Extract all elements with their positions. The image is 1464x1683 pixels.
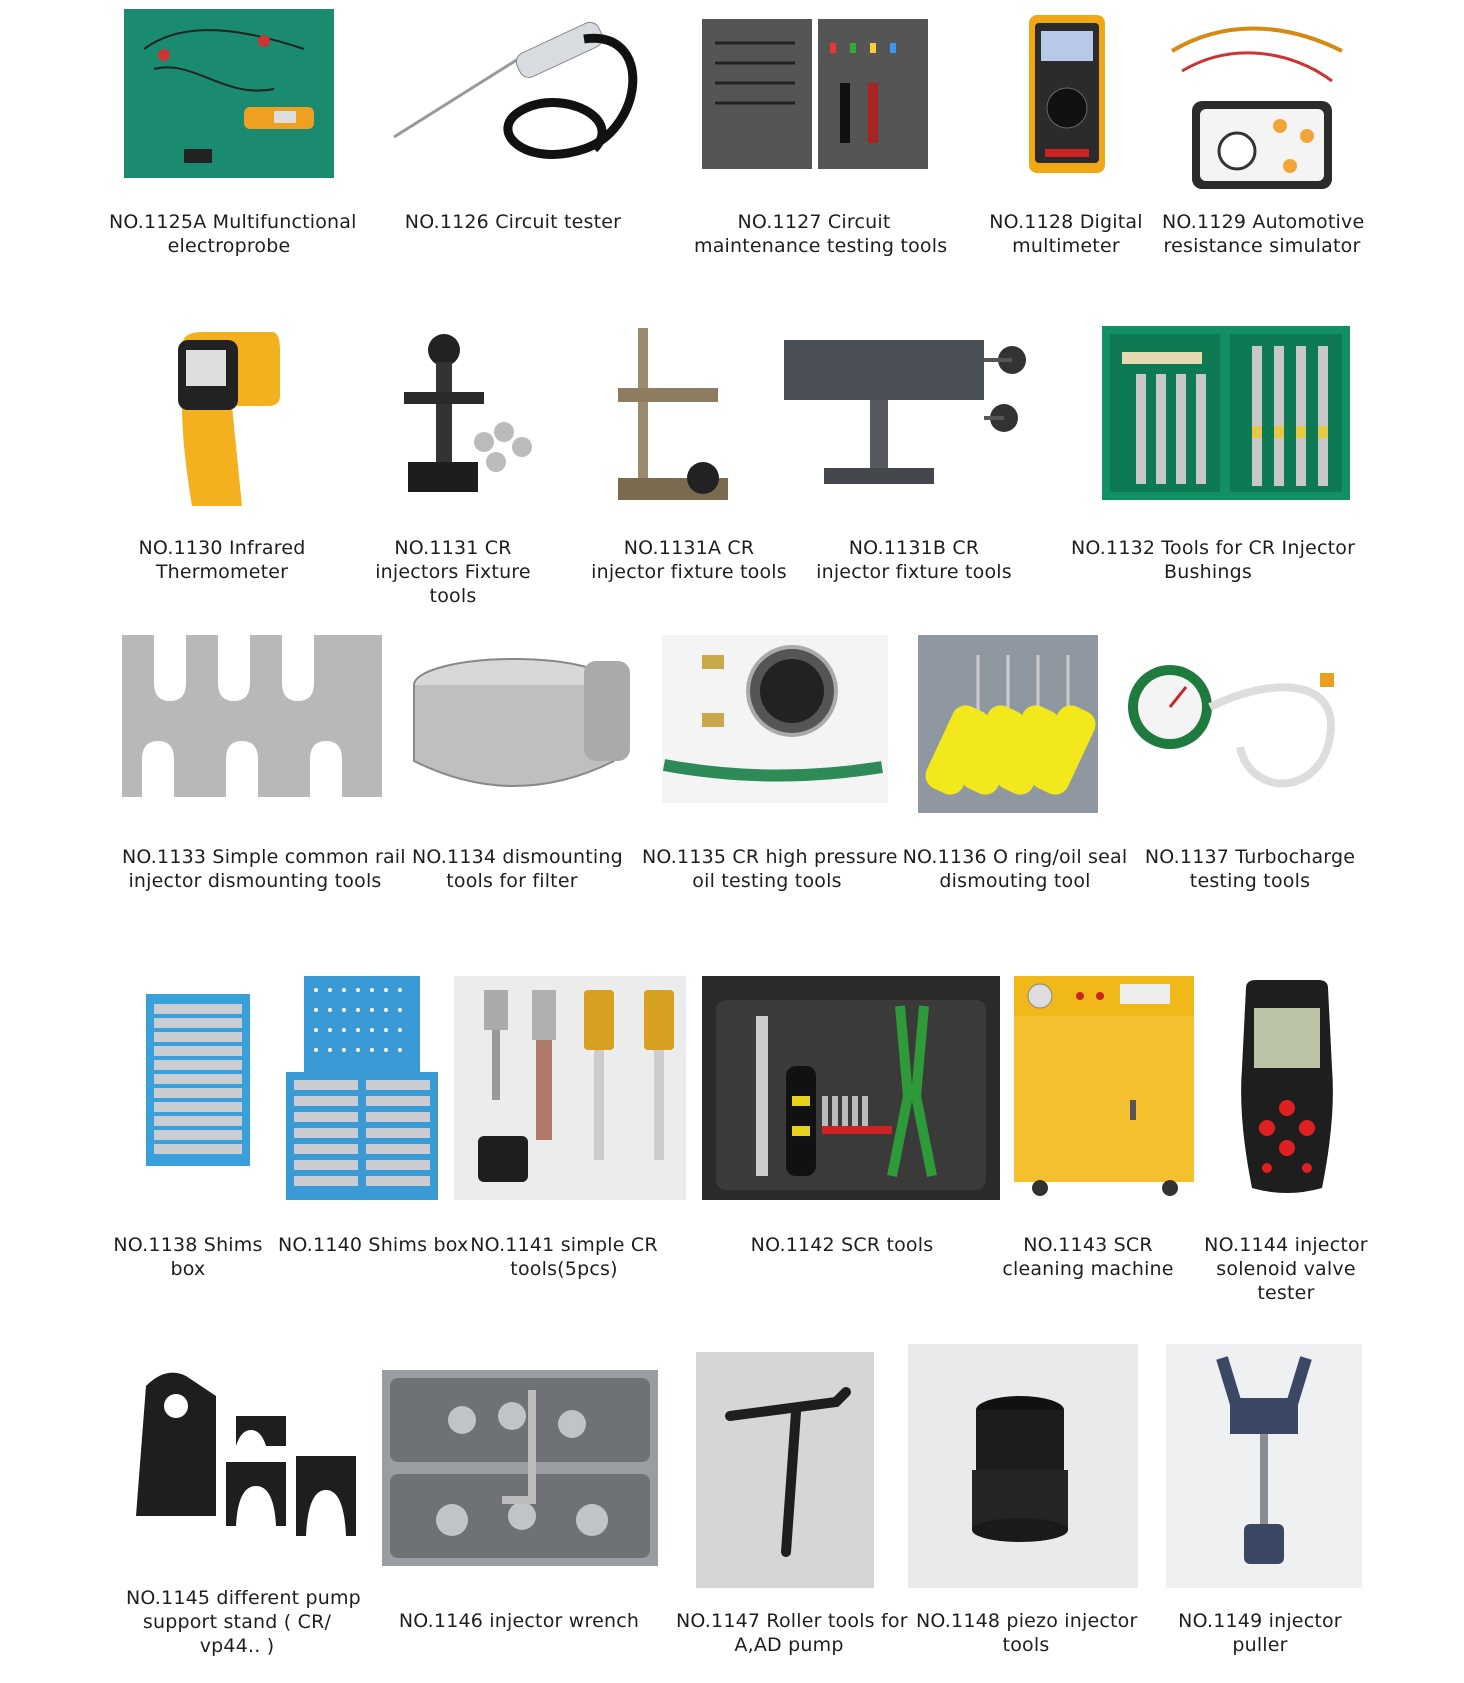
shims-box-pegboard-photo: [286, 976, 438, 1200]
scr-cleaning-machine-photo: [1010, 970, 1202, 1198]
product-caption: NO.1134 dismounting tools for filter: [412, 846, 623, 892]
scr-tool-case-photo: [702, 976, 1000, 1200]
product-caption: NO.1148 piezo injector tools: [916, 1610, 1138, 1656]
product-caption: NO.1147 Roller tools for A,AD pump: [676, 1610, 908, 1656]
product-caption: NO.1136 O ring/oil seal dismouting tool: [902, 846, 1128, 892]
resistance-simulator-photo: [1162, 11, 1352, 196]
product-caption: NO.1141 simple CR tools(5pcs): [470, 1234, 658, 1280]
pump-support-stand-photo: [126, 1366, 362, 1546]
circuit-tester-photo: [384, 9, 662, 179]
roller-tool-photo: [696, 1352, 874, 1588]
product-caption: NO.1146 injector wrench: [398, 1610, 640, 1632]
product-caption: NO.1125A Multifunctional electroprobe: [109, 211, 357, 257]
product-caption: NO.1127 Circuit maintenance testing tools: [694, 211, 948, 257]
product-caption: NO.1140 Shims box: [278, 1234, 469, 1256]
injector-fixture-photo: [384, 332, 540, 516]
product-caption: NO.1128 Digital multimeter: [989, 211, 1143, 257]
injector-wrench-case-photo: [382, 1370, 658, 1566]
product-caption: NO.1138 Shims box: [113, 1234, 263, 1280]
injector-fixture-b-photo: [774, 330, 1030, 500]
product-caption: NO.1144 injector solenoid valve tester: [1204, 1234, 1368, 1304]
circuit-maintenance-kit-photo: [700, 13, 930, 177]
product-caption: NO.1149 injector puller: [1178, 1610, 1342, 1656]
product-caption: NO.1133 Simple common rail injector dismounting tools: [122, 846, 406, 892]
product-caption: NO.1132 Tools for CR Injector Bushings: [1071, 537, 1356, 583]
product-caption: NO.1135 CR high pressure oil testing tools: [642, 846, 898, 892]
product-caption: NO.1145 different pump support stand ( CR/ vp44.. ): [126, 1587, 361, 1657]
digital-multimeter-photo: [1027, 13, 1107, 176]
product-caption: NO.1126 Circuit tester: [404, 211, 622, 233]
cr-sockets-photo: [454, 976, 686, 1200]
turbo-gauge-photo: [1120, 637, 1356, 815]
electroprobe-photo: [124, 9, 334, 178]
infrared-thermometer-photo: [172, 326, 284, 512]
product-caption: NO.1129 Automotive resistance simulator: [1162, 211, 1365, 257]
product-caption: NO.1131A CR injector fixture tools: [591, 537, 787, 583]
o-ring-picks-photo: [918, 635, 1098, 813]
injector-puller-photo: [1166, 1344, 1362, 1588]
product-caption: NO.1130 Infrared Thermometer: [138, 537, 306, 583]
dismounting-plate-photo: [122, 635, 382, 797]
filter-strap-wrench-photo: [404, 641, 640, 819]
solenoid-tester-photo: [1232, 978, 1342, 1198]
product-caption: NO.1131 CR injectors Fixture tools: [375, 537, 531, 607]
product-caption: NO.1143 SCR cleaning machine: [1002, 1234, 1174, 1280]
pressure-gauge-hose-photo: [662, 635, 888, 803]
product-caption: NO.1142 SCR tools: [750, 1234, 934, 1256]
shims-cabinet-photo: [144, 990, 252, 1168]
piezo-socket-photo: [908, 1344, 1138, 1588]
product-caption: NO.1137 Turbocharge testing tools: [1144, 846, 1356, 892]
bushing-tools-case-photo: [1102, 326, 1350, 500]
product-caption: NO.1131B CR injector fixture tools: [816, 537, 1012, 583]
injector-fixture-a-photo: [608, 328, 752, 514]
